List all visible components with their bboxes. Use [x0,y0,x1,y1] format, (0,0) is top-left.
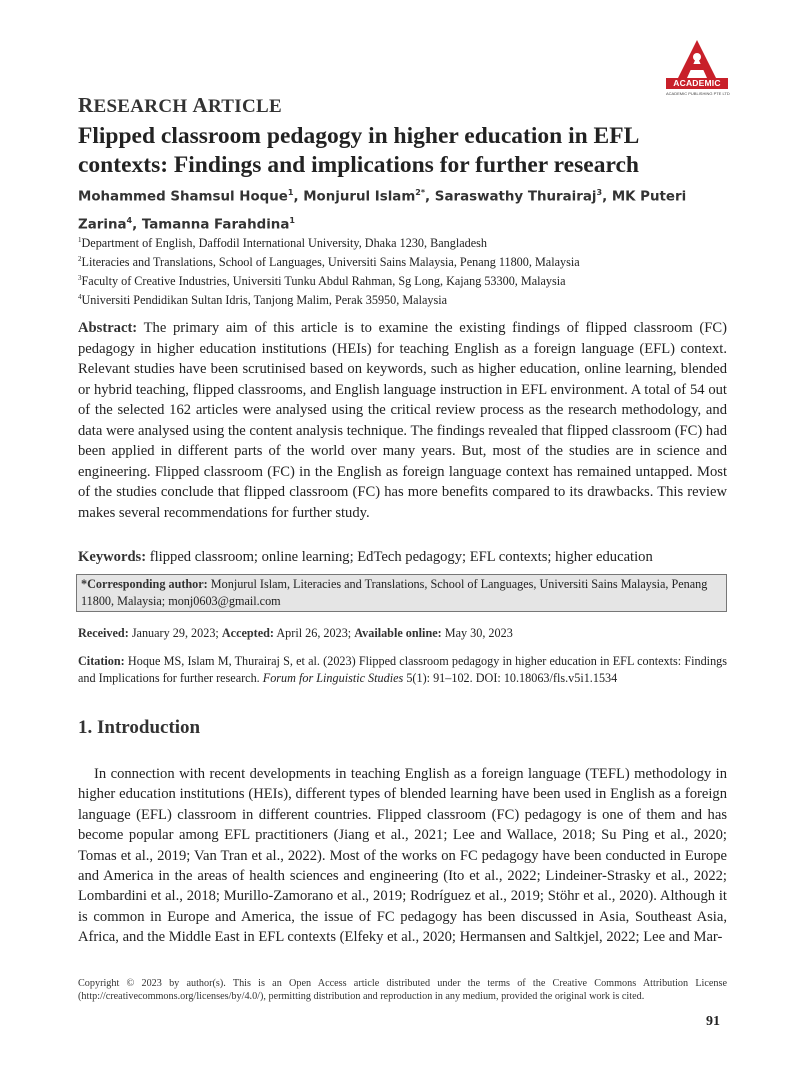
author: Monjurul Islam [303,189,416,205]
author: Mohammed Shamsul Hoque [78,189,288,205]
logo-subtext: ACADEMIC PUBLISHING PTE LTD [666,91,730,96]
citation-label: Citation: [78,654,125,668]
publisher-logo [666,40,728,104]
publication-dates: Received: January 29, 2023; Accepted: April 26, 2023; Available online: May 30, 2023 [78,626,513,640]
author-list: Mohammed Shamsul Hoque$^1$, Monjurul Islam$^{2*}$, Saraswathy Thurairaj$^3$, MK Puteri Zarina$^4$, Tamanna Farahdina$^1$ [78,188,687,233]
corresponding-label: *Corresponding author: [81,577,208,591]
introduction-paragraph: In connection with recent developments in teaching English as a foreign language (TEFL) methodology in higher education institutions (HEIs), different types of blended learning have been used in English as a foreign language (EFL) classroom in different countries. Flipped classroom (FC) pedagogy is one of them and has become popular among EFL practitioners (Jiang et al., 2021; Lee and Wallace, 2018; Su Ping et al., 2020; Tomas et al., 2019; Van Tran et al., 2022). Most of the works on FC pedagogy have been conducted in Europe and America in the areas of health sciences and engineering (Ito et al., 2022; Lindeiner-Strasky et al., 2022; Lombardini et al., 2018; Murillo-Zamorano et al., 2019; Rodríguez et al., 2019; Stöhr et al., 2020). Although it is common in Europe and America, the issue of FC pedagogy has been discussed in Asia, Southeast Asia, Africa, and the Middle East in EFL contexts (Elfeky et al., 2020; Hermansen and Saltkjel, 2022; Lee and Mar- [78,766,727,946]
academic-a-icon [678,40,716,78]
abstract-label: Abstract: [78,320,138,336]
affiliation: $^2$Literacies and Translations, School of Languages, Universiti Sains Malaysia, Penang 11800, Malaysia [78,255,580,270]
corresponding-text: Monjurul Islam, Literacies and Translations, School of Languages, Universiti Sains Malaysia, Penang 11800, Malaysia; monj0603@gmail.com [81,577,708,608]
keywords-label: Keywords: [78,549,147,565]
affiliation: $^4$Universiti Pendidikan Sultan Idris, Tanjong Malim, Perak 35950, Malaysia [78,293,448,308]
corresponding-author-box [76,574,727,612]
keywords [78,547,738,567]
page-number: 91 [706,1014,720,1029]
copyright-notice: Copyright © 2023 by author(s). This is an Open Access article distributed under the terms of the Creative Commons Attribution License (http://creativecommons.org/licenses/by/4.0/), permitting distribution and reproduction in any medium, provided the original work is cited. [78,978,727,1002]
affiliation-list [78,232,738,308]
abstract [78,318,727,523]
abstract-text: The primary aim of this article is to examine the existing findings of flipped classroom (FC) pedagogy in higher education institutions (HEIs) for teaching English as a foreign language (EFL) context. Relevant studies have been scrutinised based on keywords, such as higher education, online learning, blended or hybrid teaching, flipped classrooms, and English language instruction in EFL environment. A total of 54 out of the selected 162 articles were analysed using the critical review process as the research methodology, and data were analysed using the content analysis technique. The findings revealed that flipped classroom (FC) had been applied in different parts of the world over many years. But, most of the studies are in science and engineering. Flipped classroom (FC) in the English as foreign language context has remained untapped. Most of the studies conclude that flipped classroom (FC) has more benefits compared to its drawbacks. This review makes several recommendations for further study. [78,320,728,521]
keywords-text: flipped classroom; online learning; EdTech pedagogy; EFL contexts; higher education [149,549,653,565]
affiliation: $^1$Department of English, Daffodil International University, Dhaka 1230, Bangladesh [78,236,487,251]
author: Tamanna Farahdina [141,217,290,233]
section-heading-introduction: 1. Introduction [78,717,201,738]
article-type-label: RESEARCH ARTICLE [78,93,282,117]
citation: Citation: Hoque MS, Islam M, Thurairaj S, et al. (2023) Flipped classroom pedagogy in higher education in EFL contexts: Findings and Implications for further research. Forum for Linguistic Studies 5(1): 91–102. DOI: 10.18063/fls.v5i1.1534 [78,654,727,685]
affiliation: $^3$Faculty of Creative Industries, Universiti Tunku Abdul Rahman, Sg Long, Kajang 53300, Malaysia [78,274,566,289]
article-title: Flipped classroom pedagogy in higher education in EFL contexts: Findings and implications for further research [78,123,639,178]
author: Saraswathy Thurairaj [434,189,597,205]
logo-text: ACADEMIC [666,78,728,89]
journal-name: Forum for Linguistic Studies [262,670,404,685]
author: MK Puteri Zarina [78,189,687,233]
